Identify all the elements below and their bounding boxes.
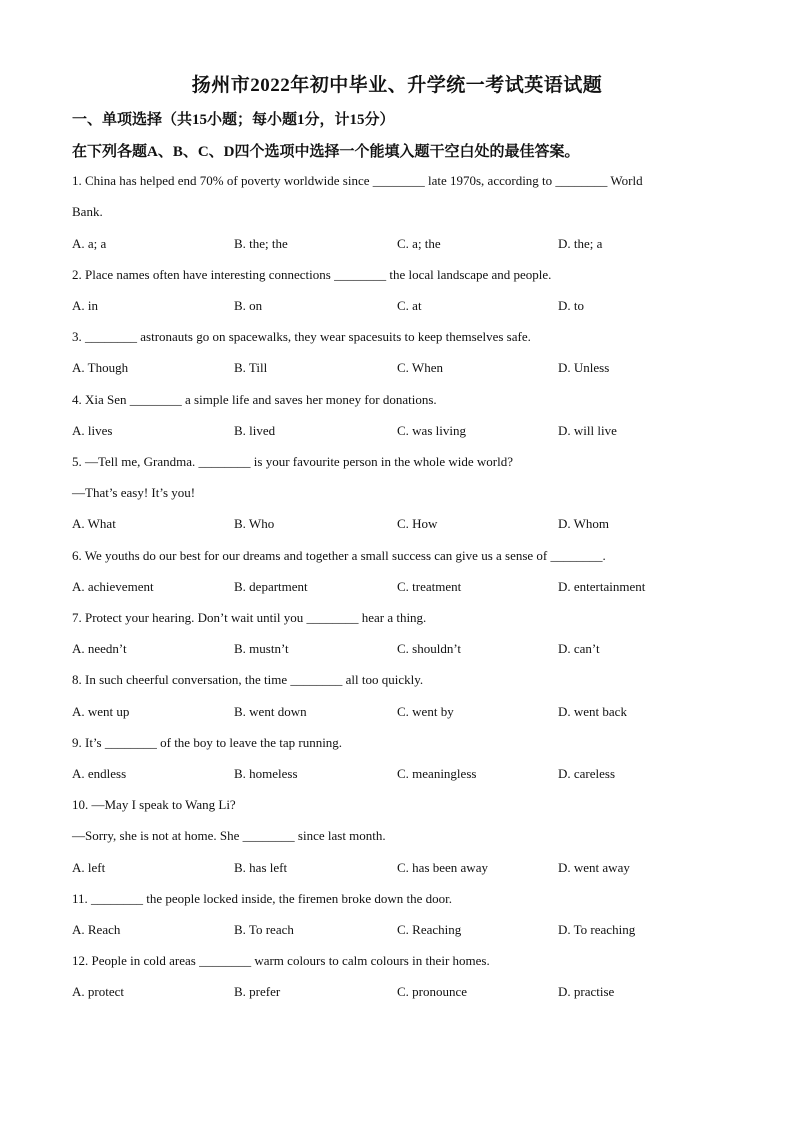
option-d: D. to [558,298,584,313]
option-d: D. entertainment [558,579,646,594]
option-a: A. a; a [72,236,107,251]
option-a: A. endless [72,766,127,781]
question-stem: 7. Protect your hearing. Don’t wait until you ________ hear a thing. [72,610,427,625]
question-options [72,516,732,536]
question-stem: 2. Place names often have interesting connections ________ the local landscape and people. [72,267,552,282]
option-c: C. shouldn’t [397,641,462,656]
question-stem: 3. ________ astronauts go on spacewalks, they wear spacesuits to keep themselves safe. [72,329,531,344]
question-options [72,298,732,318]
option-b: B. department [234,579,308,594]
question-options [72,423,732,443]
option-d: D. will live [558,423,617,438]
option-a: A. lives [72,423,113,438]
option-c: C. at [397,298,422,313]
option-d: D. practise [558,984,615,999]
option-b: B. mustn’t [234,641,289,656]
option-c: C. When [397,360,443,375]
option-a: A. Reach [72,922,121,937]
question-stem: —Sorry, she is not at home. She ________ since last month. [72,828,386,843]
option-c: C. Reaching [397,922,462,937]
section-heading: 一、单项选择（共15小题；每小题1分，计15分） [72,112,395,128]
page-title: 扬州市2022年初中毕业、升学统一考试英语试题 [191,75,603,96]
question-options [72,579,732,599]
question-stem: —That’s easy! It’s you! [72,485,196,500]
option-a: A. protect [72,984,124,999]
option-a: A. achievement [72,579,154,594]
question-stem: 5. —Tell me, Grandma. ________ is your favourite person in the whole wide world? [72,454,513,469]
question-stem: 9. It’s ________ of the boy to leave the tap running. [72,735,343,750]
option-b: B. Till [234,360,268,375]
question-options [72,922,732,942]
option-b: B. has left [234,860,288,875]
option-c: C. meaningless [397,766,477,781]
question-stem: 11. ________ the people locked inside, the firemen broke down the door. [72,891,453,906]
question-options [72,860,732,880]
option-d: D. can’t [558,641,600,656]
option-b: B. Who [234,516,275,531]
option-d: D. went back [558,704,627,719]
option-d: D. the; a [558,236,603,251]
question-options [72,360,732,380]
option-a: A. needn’t [72,641,127,656]
option-a: A. left [72,860,106,875]
option-a: A. Though [72,360,129,375]
option-b: B. homeless [234,766,298,781]
question-options [72,641,732,661]
question-options [72,984,732,1004]
option-d: D. careless [558,766,616,781]
option-c: C. treatment [397,579,462,594]
question-stem: Bank. [72,204,103,219]
option-c: C. pronounce [397,984,468,999]
question-options [72,236,732,256]
option-c: C. was living [397,423,466,438]
option-b: B. lived [234,423,276,438]
question-stem: 4. Xia Sen ________ a simple life and saves her money for donations. [72,392,437,407]
option-d: D. Whom [558,516,610,531]
option-b: B. on [234,298,263,313]
option-a: A. in [72,298,98,313]
option-b: B. went down [234,704,307,719]
question-stem: 12. People in cold areas ________ warm colours to calm colours in their homes. [72,953,490,968]
option-b: B. prefer [234,984,281,999]
option-a: A. went up [72,704,130,719]
option-c: C. has been away [397,860,488,875]
option-c: C. went by [397,704,454,719]
option-d: D. went away [558,860,630,875]
option-a: A. What [72,516,116,531]
question-options [72,704,732,724]
question-stem: 10. —May I speak to Wang Li? [72,797,236,812]
question-options [72,766,732,786]
question-stem: 1. China has helped end 70% of poverty worldwide since ________ late 1970s, according to ________ World [72,173,643,188]
option-b: B. the; the [234,236,288,251]
question-stem: 6. We youths do our best for our dreams and together a small success can give us a sense of ________. [72,548,606,563]
instructions: 在下列各题A、B、C、D四个选项中选择一个能填入题干空白处的最佳答案。 [72,144,580,160]
option-c: C. a; the [397,236,441,251]
question-stem: 8. In such cheerful conversation, the time ________ all too quickly. [72,672,424,687]
option-c: C. How [397,516,438,531]
option-d: D. Unless [558,360,610,375]
option-b: B. To reach [234,922,294,937]
option-d: D. To reaching [558,922,636,937]
